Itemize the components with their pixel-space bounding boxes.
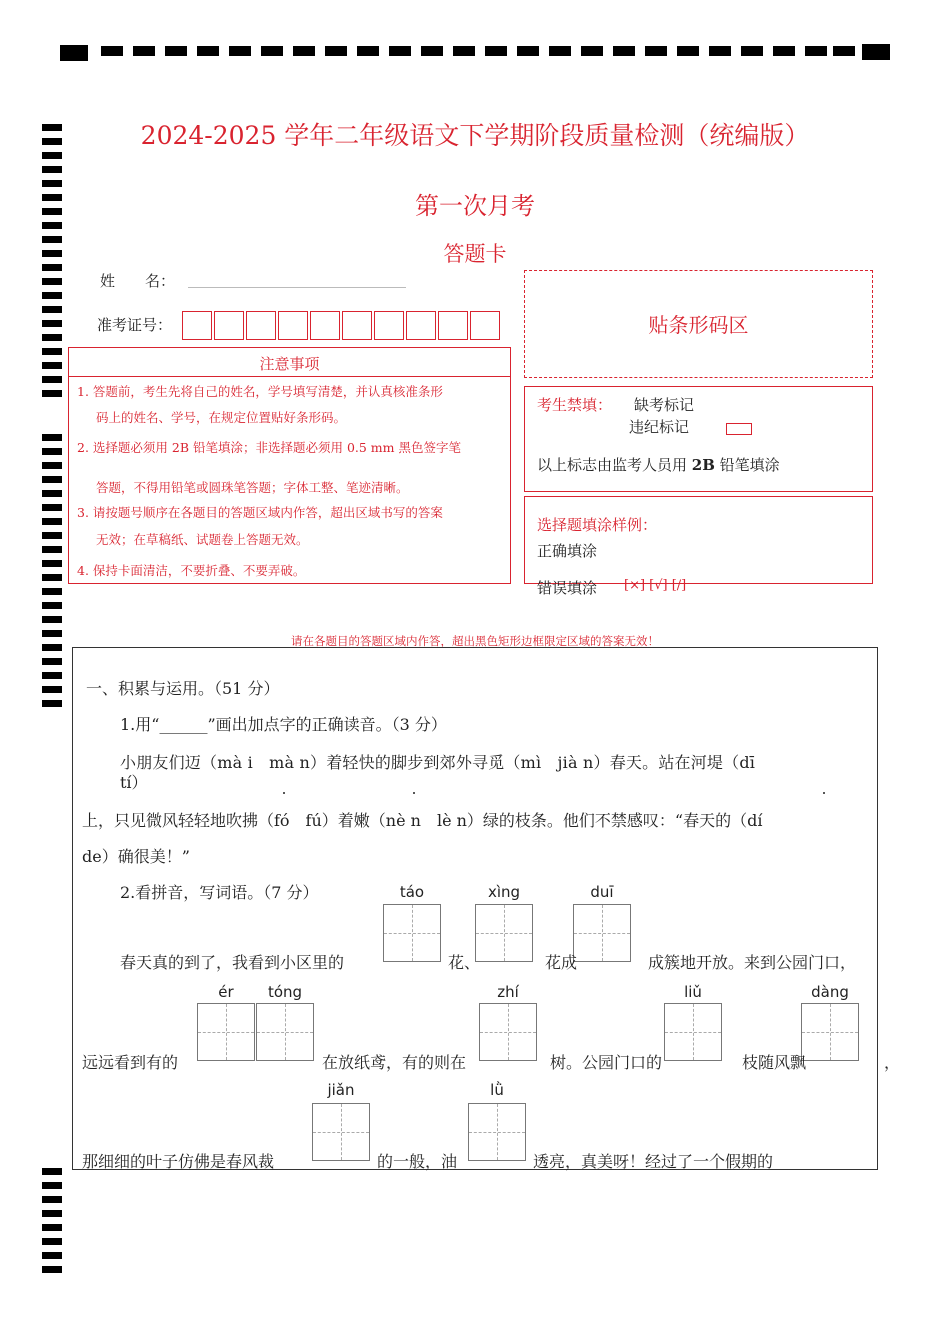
correct-fill-label: 正确填涂 bbox=[537, 542, 598, 560]
pinyin-label: dàng bbox=[811, 983, 849, 1001]
wrong-fill-label: 错误填涂 bbox=[537, 579, 598, 597]
question-1-title: 1.用“______”画出加点字的正确读音。（3 分） bbox=[120, 715, 447, 734]
sentence-text: 花、 bbox=[448, 953, 481, 972]
tianzige-box[interactable] bbox=[801, 1003, 859, 1061]
pinyin-label: duī bbox=[590, 883, 614, 901]
notice-line: 2. 选择题必须用 2B 铅笔填涂；非选择题必须用 0.5 mm 黑色签字笔 bbox=[77, 440, 461, 455]
sentence-text: ， bbox=[884, 1053, 901, 1072]
forbidden-note: 以上标志由监考人员用 2B 铅笔填涂 bbox=[537, 456, 780, 474]
tianzige-box[interactable] bbox=[479, 1003, 537, 1061]
exam-subtitle: 第一次月考 bbox=[415, 192, 535, 220]
tianzige-box[interactable] bbox=[197, 1003, 255, 1061]
answer-card-label: 答题卡 bbox=[443, 242, 507, 266]
question-1-line: de）确很美！” bbox=[82, 847, 190, 866]
tianzige-box[interactable] bbox=[256, 1003, 314, 1061]
pinyin-label: tóng bbox=[267, 983, 303, 1001]
tianzige-box[interactable] bbox=[475, 904, 533, 962]
name-field[interactable] bbox=[188, 287, 406, 288]
tianzige-box[interactable] bbox=[664, 1003, 722, 1061]
absent-mark-label: 缺考标记 bbox=[634, 396, 695, 414]
emphasis-dot bbox=[413, 792, 415, 794]
sentence-text: 枝随风飘 bbox=[742, 1053, 807, 1072]
sentence-text: 春天真的到了，我看到小区里的 bbox=[120, 953, 345, 972]
pinyin-label: lǜ bbox=[490, 1081, 504, 1099]
question-1-line: 上，只见微风轻轻地吹拂（fó fú）着嫩（nè n lè n）绿的枝条。他们不禁感叹：“春天的（dí bbox=[82, 811, 763, 830]
tianzige-box[interactable] bbox=[383, 904, 441, 962]
notice-line: 1. 答题前，考生先将自己的姓名，学号填写清楚，并认真核准条形 bbox=[77, 384, 443, 399]
tianzige-box[interactable] bbox=[573, 904, 631, 962]
tianzige-box[interactable] bbox=[312, 1103, 370, 1161]
notice-line: 无效；在草稿纸、试题卷上答题无效。 bbox=[96, 532, 309, 547]
notice-line: 3. 请按题号顺序在各题目的答题区域内作答，超出区域书写的答案 bbox=[77, 505, 443, 520]
notice-heading: 注意事项 bbox=[259, 355, 320, 373]
id-label: 准考证号： bbox=[97, 316, 173, 334]
pinyin-label: zhí bbox=[497, 983, 519, 1001]
forbidden-label: 考生禁填： bbox=[537, 396, 613, 414]
question-1-line: tí） bbox=[120, 773, 148, 792]
emphasis-dot bbox=[283, 792, 285, 794]
sentence-text: 成簇地开放。来到公园门口， bbox=[648, 953, 857, 972]
question-2-title: 2.看拼音，写词语。（7 分） bbox=[120, 883, 319, 902]
exam-title: 2024-2025 学年二年级语文下学期阶段质量检测（统编版） bbox=[140, 121, 810, 150]
section-heading: 一、积累与运用。（51 分） bbox=[86, 679, 280, 698]
tianzige-box[interactable] bbox=[468, 1103, 526, 1161]
question-1-line: 小朋友们迈（mà i mà n）着轻快的脚步到郊外寻觅（mì jià n）春天。站在河堤（dī bbox=[120, 753, 756, 772]
sentence-text: 远远看到有的 bbox=[82, 1053, 179, 1072]
notice-line: 4. 保持卡面清洁，不要折叠、不要弄破。 bbox=[77, 563, 306, 578]
sentence-text: 在放纸鸢，有的则在 bbox=[322, 1053, 467, 1072]
pinyin-label: ér bbox=[218, 983, 234, 1001]
violation-mark-label: 违纪标记 bbox=[629, 418, 690, 436]
notice-line: 答题，不得用铅笔或圆珠笔答题；字体工整、笔迹清晰。 bbox=[96, 480, 409, 495]
notice-line: 码上的姓名、学号，在规定位置贴好条形码。 bbox=[96, 410, 347, 425]
sentence-text: 那细细的叶子仿佛是春风裁 bbox=[82, 1152, 275, 1171]
pinyin-label: liǔ bbox=[684, 983, 702, 1001]
barcode-area bbox=[524, 270, 873, 378]
name-label: 姓 名： bbox=[100, 272, 176, 290]
wrong-fill-marks: [×] [√] [/] bbox=[624, 578, 687, 593]
violation-mark-box[interactable] bbox=[726, 423, 752, 435]
pinyin-label: táo bbox=[399, 883, 425, 901]
answer-area-warning: 请在各题目的答题区域内作答，超出黑色矩形边框限定区域的答案无效！ bbox=[291, 634, 659, 648]
sentence-text: 花成 bbox=[545, 953, 578, 972]
barcode-label: 贴条形码区 bbox=[648, 313, 749, 337]
sentence-text: 透亮，真美呀！经过了一个假期的 bbox=[533, 1152, 774, 1171]
pinyin-label: xìng bbox=[487, 883, 521, 901]
sentence-text: 树。公园门口的 bbox=[550, 1053, 663, 1072]
sample-label: 选择题填涂样例： bbox=[537, 516, 658, 534]
notice-header bbox=[68, 347, 511, 377]
sentence-text: 的一般，油 bbox=[377, 1152, 458, 1171]
emphasis-dot bbox=[823, 792, 825, 794]
pinyin-label: jiǎn bbox=[327, 1081, 355, 1099]
